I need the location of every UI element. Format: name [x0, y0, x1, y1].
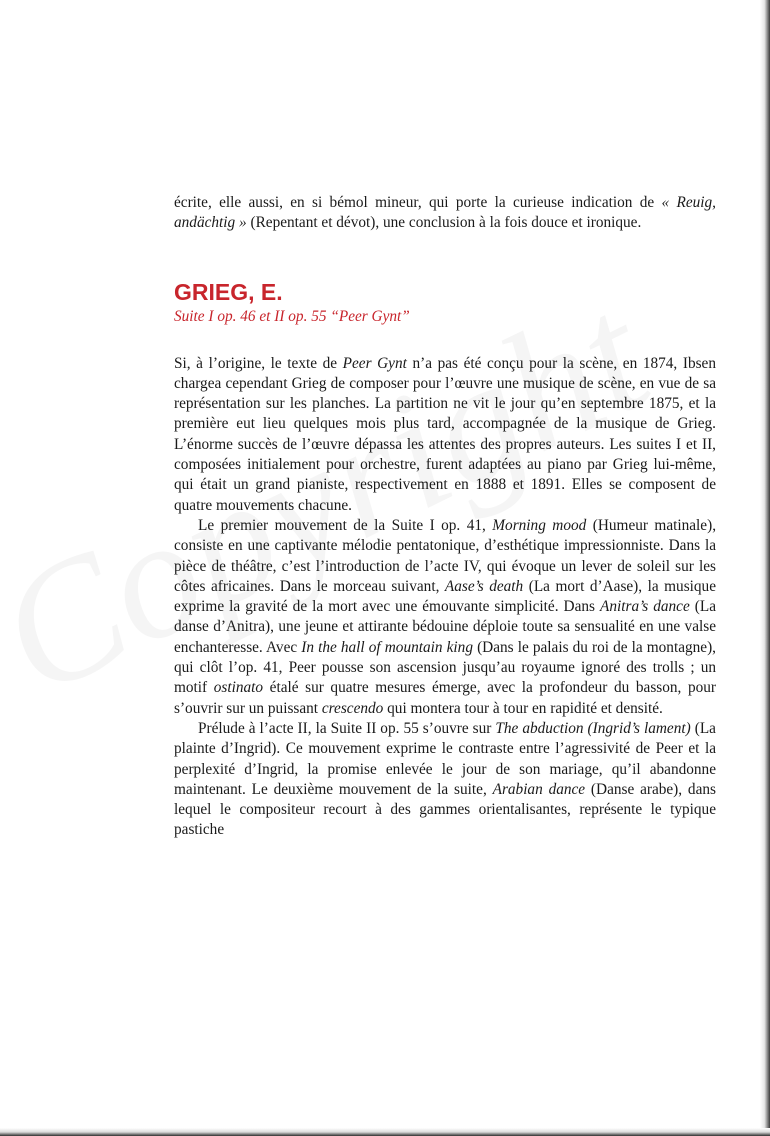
page-content [174, 193, 716, 841]
page-edge-shadow-right [760, 0, 770, 1136]
paragraph-suite-one: Le premier mouvement de la Suite I op. 41, Morning mood (Humeur matinale), consiste en une captivante mélodie pentatonique, d’esthétique impressionniste. Dans la pièce de théâtre, c’est l’introduction de l’acte IV, qui évoque un lever de soleil sur les côtes africaines. Dans le morceau suivant, Aase’s death (La mort d’Aase), la musique exprime la gravité de la mort avec une émouvante simplicité. Dans Anitra’s dance (La danse d’Anitra), une jeune et attirante bédouine déploie toute sa sensualité en une valse enchanteresse. Avec In the hall of mountain king (Dans le palais du roi de la montagne), qui clôt l’op. 41, Peer pousse son ascension jusqu’au royaume ignoré des trolls ; un motif ostinato étalé sur quatre mesures émerge, avec la profondeur du basson, pour s’ouvrir sur un puissant crescendo qui montera tour à tour en rapidité et densité. [174, 516, 717, 717]
section-heading: GRIEG, E. [174, 278, 283, 305]
section-subheading: Suite I op. 46 et II op. 55 “Peer Gynt” [174, 307, 410, 325]
page-edge-shadow-bottom [0, 1128, 770, 1136]
intro-paragraph: écrite, elle aussi, en si bémol mineur, qui porte la curieuse indication de « Reuig, andächtig » (Repentant et dévot), une conclusion à la fois douce et ironique. [174, 194, 716, 232]
paragraph-origin: Si, à l’origine, le texte de Peer Gynt n’a pas été conçu pour la scène, en 1874, Ibsen chargea cependant Grieg de composer pour l’œuvre une musique de scène, en vue de sa représentation sur les planches. La partition ne vit le jour qu’en septembre 1875, et la première eut lieu quelques mois plus tard, accompagnée de la musique de Grieg. L’énorme succès de l’œuvre dépassa les attentes des propres auteurs. Les suites I et II, composées initialement pour orchestre, furent adaptées au piano par Grieg lui-même, qui était un grand pianiste, respectivement en 1888 et 1891. Elles se composent de quatre mouvements chacune. [174, 354, 716, 514]
paragraph-suite-two: Prélude à l’acte II, la Suite II op. 55 s’ouvre sur The abduction (Ingrid’s lament) (La plainte d’Ingrid). Ce mouvement exprime le contraste entre l’agressivité de Peer et la perplexité d’Ingrid, la promise enlevée le jour de son mariage, qu’il abandonne maintenant. Le deuxième mouvement de la suite, Arabian dance (Danse arabe), dans lequel le compositeur recourt à des gammes orientalisantes, représente le typique pastiche [174, 719, 716, 839]
